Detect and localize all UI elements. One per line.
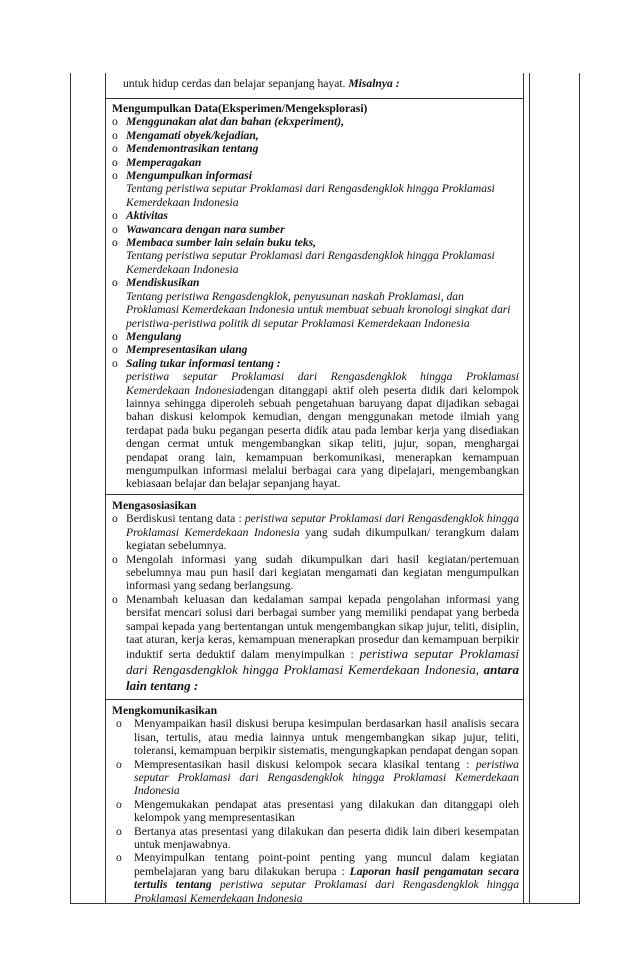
section-heading: Mengasosiasikan <box>112 499 197 512</box>
table-border-right <box>579 73 580 904</box>
collect-list <box>112 115 519 356</box>
list-item: o Mengolah informasi yang sudah dikumpulkan dari hasil kegiatan/pertemuan sebelumnya mau pun hasil dari kegiatan mengamati dan kegiatan mengumpulkan informasi yang sedang berlangsung. <box>112 552 519 593</box>
section-mengkomunikasikan <box>109 704 523 905</box>
list-item: o Saling tukar informasi tentang : peristiwa seputar Proklamasi dari Rengasdengklok hingga Proklamasi Kemerdekaan Indonesiadengan ditanggapi aktif oleh peserta didik dari kelompok lainnya sehingga diperoleh sebuah pengetahuan baruyang dapat dijadikan sebagai bahan diskusi kelompok kemudian, dengan menggunakan metode ilmiah yang terdapat pada buku pegangan peserta didik atau pada lembar kerja yang disediakan dengan cermat untuk mengembangkan sikap teliti, jujur, sopan, menghargai pendapat orang lain, kemampuan berkomunikasi, menerapkan kemampuan mengumpulkan informasi melalui berbagai cara yang dipelajari, mengembangkan kebiasaan belajar dan belajar sepanjang hayat. <box>112 356 519 491</box>
column-divider-3 <box>529 73 530 904</box>
list-item: o Mempresentasikan ulang <box>112 343 248 357</box>
list-item: o Mendiskusikan Tentang peristiwa Rengasdengklok, penyusunan naskah Proklamasi, dan Proklamasi Kemerdekaan Indonesia untuk membuat sebuah kronologi singkat dari peristiwa-peristiwa politik di seputar Proklamasi Kemerdekaan Indonesia <box>112 276 511 330</box>
list-item: o Mengumpulkan informasi Tentang peristiwa seputar Proklamasi dari Rengasdengklok hingga Proklamasi Kemerdekaan Indonesia <box>112 169 495 209</box>
list-item: o Mempresentasikan hasil diskusi kelompok secara klasikal tentang : peristiwa seputar Proklamasi dari Rengasdengklok hingga Proklamasi Kemerdekaan Indonesia <box>116 757 519 798</box>
list-item: o Memperagakan <box>112 155 202 169</box>
section-mengasosiasikan <box>109 499 523 694</box>
list-item: o Mendemontrasikan tentang <box>112 142 259 156</box>
list-item: o Berdiskusi tentang data : peristiwa seputar Proklamasi dari Rengasdengklok hingga Proklamasi Kemerdekaan Indonesia yang sudah dikumpulkan/ terangkum dalam kegiatan sebelumnya. <box>112 512 519 553</box>
list-item: o Aktivitas <box>112 209 168 223</box>
list-item: o Menggunakan alat dan bahan (ekxperiment), <box>112 115 345 129</box>
list-item: o Menyampaikan hasil diskusi berupa kesimpulan berdasarkan hasil analisis secara lisan, tertulis, atau media lainnya untuk mengembangkan sikap jujur, teliti, toleransi, kemampuan berpikir sistematis, mengungkapkan pendapat dengan sopan <box>116 717 519 758</box>
activity-content <box>109 73 523 904</box>
section-heading: Mengkomunikasikan <box>112 704 218 717</box>
list-item: o Mengemukakan pendapat atas presentasi yang dilakukan dan ditanggapi oleh kelompok yang mempresentasikan <box>116 797 519 825</box>
list-item: o Wawancara dengan nara sumber <box>112 222 285 236</box>
list-item: o Mengulang <box>112 329 182 343</box>
section-heading: Mengumpulkan Data(Eksperimen/Mengeksplorasi) <box>112 102 368 115</box>
column-divider-1 <box>105 73 106 904</box>
top-line: untuk hidup cerdas dan belajar sepanjang hayat. Misalnya : <box>123 77 400 90</box>
table-border-left <box>70 73 71 904</box>
list-item: o Menyimpulkan tentang point-point penting yang muncul dalam kegiatan pembelajaran yang baru dilakukan berupa : Laporan hasil pengamatan secara tertulis tentang peristiwa seputar Proklamasi dari Rengasdengklok hingga Proklamasi Kemerdekaan Indonesia <box>116 851 519 905</box>
column-divider-2 <box>523 73 524 904</box>
section-mengumpulkan <box>109 102 523 491</box>
list-item: o Mengamati obyek/kejadian, <box>112 128 259 142</box>
list-item: o Membaca sumber lain selain buku teks, Tentang peristiwa seputar Proklamasi dari Rengasdengklok hingga Proklamasi Kemerdekaan Indonesia <box>112 236 495 276</box>
list-item: o Bertanya atas presentasi yang dilakukan dan peserta didik lain diberi kesempatan untuk menjawabnya. <box>116 824 519 852</box>
list-item: o Menambah keluasan dan kedalaman sampai kepada pengolahan informasi yang bersifat mencari solusi dari berbagai sumber yang memiliki pendapat yang berbeda sampai kepada yang bertentangan untuk mengembangkan sikap jujur, teliti, disiplin, taat aturan, kerja keras, kemampuan menerapkan prosedur dan kemampuan berpikir induktif serta deduktif dalam menyimpulkan : peristiwa seputar Proklamasi dari Rengasdengklok hingga Proklamasi Kemerdekaan Indonesia, antara lain tentang : <box>112 592 520 694</box>
